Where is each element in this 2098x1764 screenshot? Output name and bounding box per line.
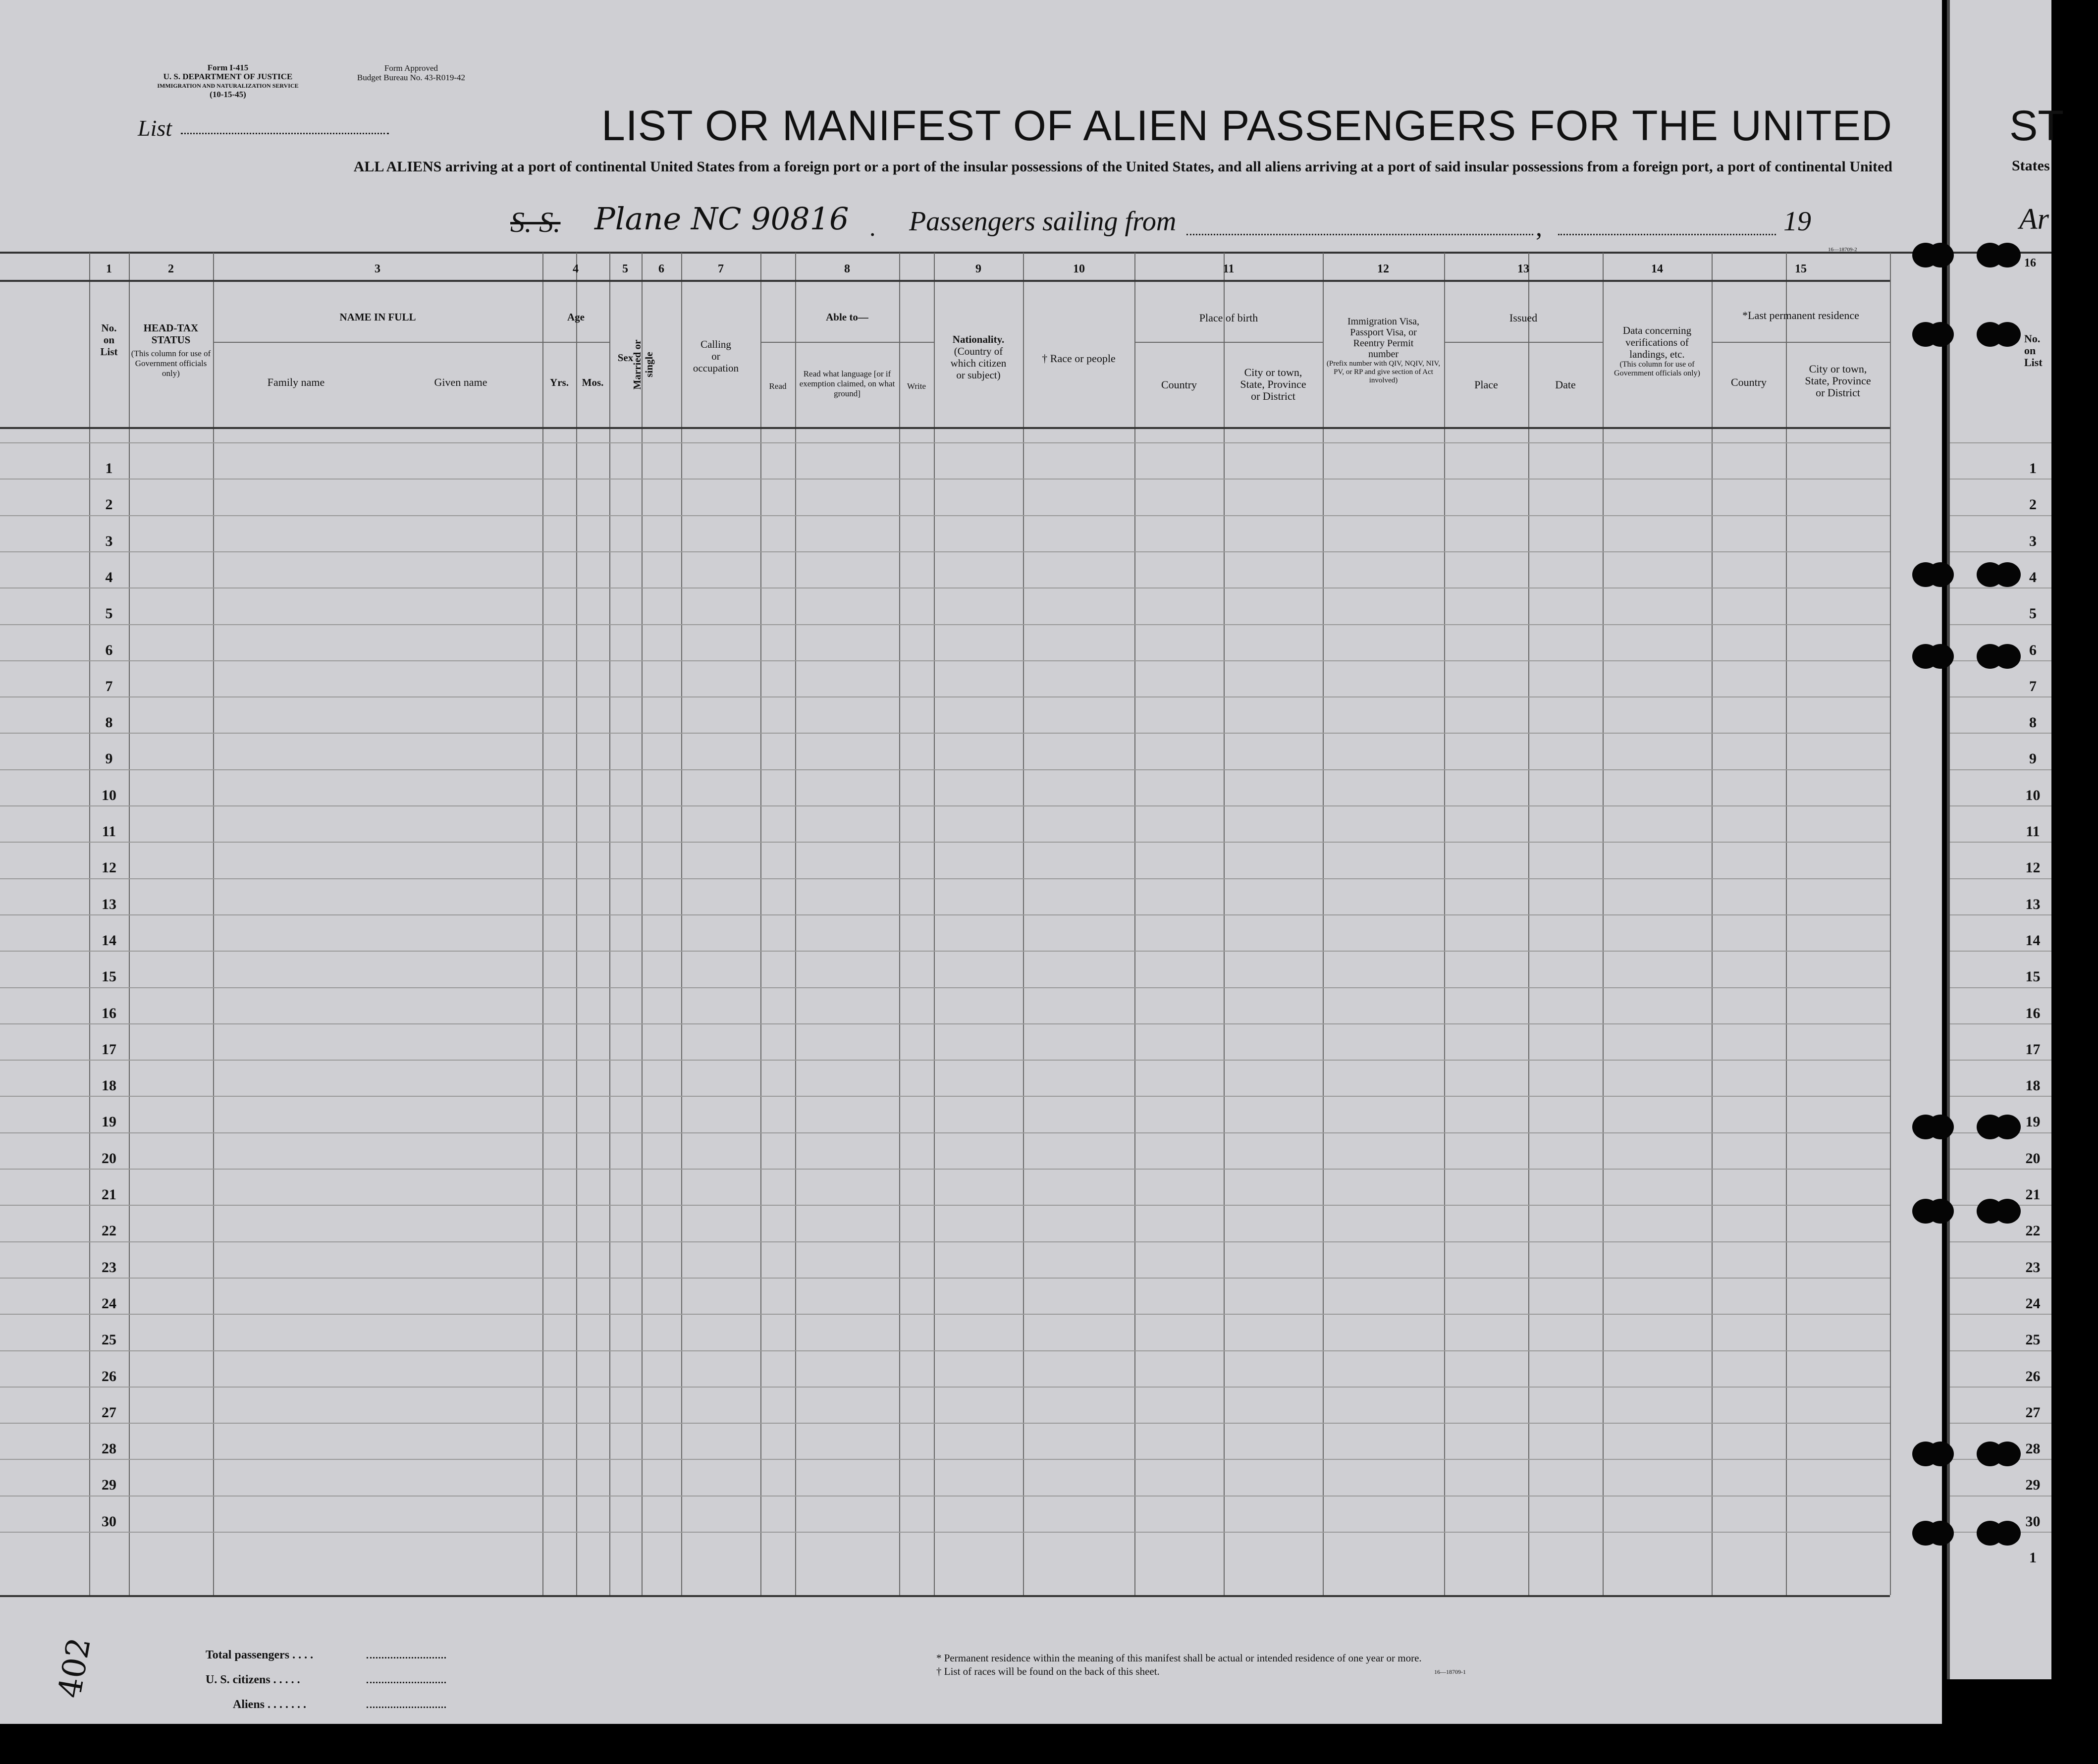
row-number: 24 — [102, 1295, 116, 1312]
strip-row-divider — [1950, 696, 2051, 697]
header-family-name: Family name — [267, 376, 325, 388]
row-number: 22 — [102, 1223, 116, 1239]
row-divider — [0, 951, 1890, 952]
header-birth-city: City or town, State, Province or District — [1240, 366, 1306, 402]
header-residence-city: City or town, State, Province or District — [1805, 363, 1871, 399]
list-field[interactable] — [181, 133, 389, 134]
strip-row-number: 17 — [2025, 1041, 2041, 1058]
form-approved-label: Form Approved — [384, 63, 438, 73]
row-number: 20 — [102, 1150, 116, 1167]
row-divider — [0, 1205, 1890, 1206]
us-citizens-field[interactable] — [367, 1682, 446, 1683]
row-divider — [0, 696, 1890, 697]
strip-row-number: 7 — [2029, 678, 2037, 695]
column-number: 1 — [106, 263, 112, 275]
form-date: (10-15-45) — [210, 90, 246, 99]
column-divider — [1444, 253, 1445, 1595]
strip-row-number: 6 — [2029, 641, 2037, 658]
strip-row-divider — [1950, 733, 2051, 734]
subheader-divider — [1134, 342, 1323, 343]
column-divider — [1890, 253, 1891, 1595]
column-divider — [899, 253, 900, 1595]
row-divider — [0, 515, 1890, 516]
row-divider — [0, 479, 1890, 480]
binder-hole — [1994, 322, 2021, 347]
header-head-tax-status: HEAD-TAX STATUS (This column for use of Government officials only) — [131, 322, 211, 378]
strip-row-number: 10 — [2025, 787, 2041, 803]
row-number: 11 — [102, 823, 116, 840]
column-divider — [1224, 253, 1225, 1595]
row-divider — [0, 733, 1890, 734]
year-prefix: 19 — [1783, 206, 1811, 237]
row-number: 1 — [105, 460, 113, 477]
row-number: 27 — [102, 1404, 116, 1421]
header-write: Write — [907, 381, 926, 391]
binder-hole — [1927, 562, 1954, 587]
column-divider — [760, 253, 761, 1595]
strip-arrival-fragment: Ar — [2019, 203, 2049, 235]
column-number: 12 — [1377, 263, 1389, 275]
aliens-label: Aliens . . . . . . . — [233, 1698, 307, 1711]
document-subtitle: ALL ALIENS arriving at a port of continental United States from a foreign port or a port of the insular possessions of the United States, and all aliens arriving at a port of said insular possessions from a foreign port, a port of continental United — [353, 159, 1892, 175]
sailing-from-label: Passengers sailing from — [909, 206, 1177, 237]
strip-row-number: 28 — [2025, 1441, 2041, 1457]
strip-row-number: 16 — [2025, 1005, 2041, 1021]
strip-row-divider — [1950, 515, 2051, 516]
column-number: 9 — [975, 263, 981, 275]
column-divider — [1712, 253, 1713, 1595]
header-read: Read — [769, 381, 787, 391]
strip-row-number: 2 — [2029, 496, 2037, 513]
row-number: 19 — [102, 1114, 116, 1130]
header-age-months: Mos. — [582, 376, 604, 388]
row-divider — [0, 551, 1890, 552]
strip-column-number: 16 — [2024, 257, 2036, 269]
strip-row-divider — [1950, 1350, 2051, 1351]
header-residence-country: Country — [1730, 376, 1767, 388]
header-able-to: Able to— — [826, 311, 868, 323]
us-citizens-label: U. S. citizens . . . . . — [206, 1673, 300, 1686]
column-number: 2 — [168, 263, 174, 275]
header-issued-place: Place — [1474, 378, 1498, 391]
binder-hole — [1927, 1115, 1954, 1139]
subheader-divider — [1444, 342, 1603, 343]
strip-row-divider — [1950, 1314, 2051, 1315]
strip-row-number: 13 — [2025, 896, 2041, 912]
row-number: 7 — [105, 678, 113, 695]
row-number: 23 — [102, 1259, 116, 1276]
strip-subtitle-fragment: States — [2012, 158, 2050, 174]
header-sex: Sex — [617, 352, 634, 364]
strip-row-number: 26 — [2025, 1368, 2041, 1385]
header-issued: Issued — [1509, 312, 1538, 324]
strip-row-number: 30 — [2025, 1513, 2041, 1530]
subheader-divider — [542, 342, 609, 343]
row-divider — [0, 1060, 1890, 1061]
row-number: 17 — [102, 1041, 116, 1058]
row-number: 14 — [102, 932, 116, 949]
comma: , — [1536, 214, 1542, 242]
row-number: 3 — [105, 533, 113, 549]
row-divider — [0, 1459, 1890, 1460]
header-given-name: Given name — [434, 376, 487, 388]
column-divider — [576, 253, 577, 1595]
header-nationality: Nationality. (Country of which citizen or subject) — [950, 333, 1007, 381]
header-birth-country: Country — [1161, 378, 1197, 391]
department-name: U. S. DEPARTMENT OF JUSTICE — [163, 72, 293, 81]
column-number: 4 — [573, 263, 579, 275]
binder-hole — [1994, 1199, 2021, 1224]
row-divider — [0, 1023, 1890, 1024]
service-name: IMMIGRATION AND NATURALIZATION SERVICE — [157, 82, 299, 89]
column-divider — [89, 253, 90, 1595]
column-number: 11 — [1223, 263, 1235, 275]
header-place-of-birth: Place of birth — [1199, 312, 1258, 324]
strip-row-number: 21 — [2025, 1186, 2041, 1203]
column-divider — [795, 253, 796, 1595]
sailing-from-field[interactable] — [1186, 234, 1533, 235]
row-number: 2 — [105, 496, 113, 513]
column-divider — [542, 253, 543, 1595]
strip-row-divider — [1950, 914, 2051, 915]
row-divider — [0, 878, 1890, 879]
strip-row-number: 27 — [2025, 1404, 2041, 1421]
strip-row-divider — [1950, 1278, 2051, 1279]
strip-row-divider — [1950, 951, 2051, 952]
row-divider — [0, 914, 1890, 915]
binder-hole — [1927, 1521, 1954, 1546]
row-divider — [0, 769, 1890, 770]
binder-hole — [1994, 1115, 2021, 1139]
strip-row-number: 20 — [2025, 1150, 2041, 1167]
strip-row-number: 19 — [2025, 1114, 2041, 1130]
strip-row-divider — [1950, 805, 2051, 806]
row-divider — [0, 1387, 1890, 1388]
header-race-or-people: † Race or people — [1042, 352, 1116, 365]
row-number: 30 — [102, 1513, 116, 1530]
strip-row-divider — [1950, 987, 2051, 988]
total-passengers-label: Total passengers . . . . — [206, 1649, 314, 1661]
column-divider — [609, 253, 610, 1595]
row-number: 10 — [102, 787, 116, 803]
header-married-or-single: Married or single — [631, 339, 655, 390]
strip-row-divider — [1950, 1096, 2051, 1097]
header-last-residence: *Last permanent residence — [1742, 309, 1859, 321]
column-number: 5 — [622, 263, 628, 275]
print-code: 16—18709-2 — [1828, 247, 1857, 253]
row-number: 25 — [102, 1332, 116, 1348]
row-divider — [0, 1278, 1890, 1279]
column-divider — [129, 253, 130, 1595]
sailing-date-field[interactable] — [1558, 234, 1776, 235]
row-number: 13 — [102, 896, 116, 912]
strip-row-number: 22 — [2025, 1223, 2041, 1239]
strip-row-number: 12 — [2025, 859, 2041, 876]
column-divider — [1528, 253, 1529, 1595]
header-age-years: Yrs. — [550, 376, 569, 388]
strip-row-divider — [1950, 624, 2051, 625]
row-number: 26 — [102, 1368, 116, 1385]
form-identifier — [124, 63, 332, 99]
column-number: 14 — [1651, 263, 1663, 275]
column-divider — [681, 253, 682, 1595]
row-number: 18 — [102, 1077, 116, 1094]
binder-hole — [1994, 1442, 2021, 1466]
header-age: Age — [567, 311, 585, 323]
header-read-language: Read what language [or if exemption claimed, on what ground] — [799, 369, 895, 398]
strip-row-divider — [1950, 1241, 2051, 1242]
strip-row-divider — [1950, 1387, 2051, 1388]
strip-title-fragment: ST — [2009, 102, 2064, 150]
subheader-divider — [213, 342, 542, 343]
strip-row-number: 18 — [2025, 1077, 2041, 1094]
vessel-period: . — [869, 214, 876, 241]
strip-row-divider — [1950, 1169, 2051, 1170]
column-divider — [1023, 253, 1024, 1595]
column-divider — [1603, 253, 1604, 1595]
binder-hole — [1927, 243, 1954, 267]
ship-prefix: S. S. — [510, 206, 561, 238]
binder-hole — [1994, 1521, 2021, 1546]
column-number: 3 — [375, 263, 380, 275]
strip-row-divider — [1950, 442, 2051, 443]
strip-row-divider — [1950, 551, 2051, 552]
row-number: 28 — [102, 1441, 116, 1457]
column-number: 15 — [1795, 263, 1807, 275]
strip-row-number: 29 — [2025, 1477, 2041, 1494]
column-number: 6 — [658, 263, 664, 275]
row-divider — [0, 1132, 1890, 1133]
print-code-footer: 16—18709-1 — [1434, 1668, 1466, 1675]
strip-row-number: 5 — [2029, 605, 2037, 622]
header-data-concerning: Data concerning verifications of landings, etc. (This column for use of Government officials only) — [1614, 324, 1700, 377]
row-number: 29 — [102, 1477, 116, 1494]
column-number: 7 — [718, 263, 724, 275]
vessel-handwritten: Plane NC 90816 — [594, 201, 849, 237]
document-title: LIST OR MANIFEST OF ALIEN PASSENGERS FOR THE UNITED — [601, 102, 1892, 150]
row-number: 6 — [105, 641, 113, 658]
table-top-border — [0, 252, 1942, 254]
binder-hole — [1927, 644, 1954, 669]
strip-row-number: 1 — [2029, 1550, 2037, 1566]
row-divider — [0, 1350, 1890, 1351]
column-divider — [213, 253, 214, 1595]
table-bottom-border — [0, 1595, 1890, 1597]
column-divider — [642, 253, 643, 1595]
strip-row-number: 9 — [2029, 750, 2037, 767]
subheader-divider — [760, 342, 934, 343]
header-name-in-full: NAME IN FULL — [339, 311, 416, 323]
strip-row-divider — [1950, 1060, 2051, 1061]
strip-row-number: 4 — [2029, 569, 2037, 586]
column-number: 10 — [1073, 263, 1085, 275]
strip-row-divider — [1950, 1496, 2051, 1497]
binder-hole — [1927, 1199, 1954, 1224]
strip-row-number: 11 — [2026, 823, 2040, 840]
row-divider — [0, 660, 1890, 661]
row-divider — [0, 1423, 1890, 1424]
form-approval — [337, 63, 485, 82]
footnote-permanent-residence: * Permanent residence within the meaning of this manifest shall be actual or intended residence of one year or more. — [936, 1652, 1422, 1664]
strip-row-number: 23 — [2025, 1259, 2041, 1276]
strip-row-divider — [1950, 1023, 2051, 1024]
handwritten-page-number: 402 — [52, 1635, 99, 1701]
strip-header: No. on List — [2024, 332, 2043, 369]
strip-row-divider — [1950, 479, 2051, 480]
row-divider — [0, 842, 1890, 843]
form-number: Form I-415 — [207, 63, 249, 72]
strip-row-number: 24 — [2025, 1295, 2041, 1312]
row-number: 8 — [105, 714, 113, 731]
strip-row-number: 8 — [2029, 714, 2037, 731]
column-number-divider — [0, 280, 1890, 282]
row-number: 16 — [102, 1005, 116, 1021]
row-number: 9 — [105, 750, 113, 767]
strip-row-number: 15 — [2025, 968, 2041, 985]
strip-row-divider — [1950, 1423, 2051, 1424]
header-calling-occupation: Calling or occupation — [693, 338, 739, 374]
row-number: 4 — [105, 569, 113, 586]
row-number: 15 — [102, 968, 116, 985]
strip-row-divider — [1950, 769, 2051, 770]
row-number: 21 — [102, 1186, 116, 1203]
strip-row-divider — [1950, 842, 2051, 843]
binder-hole — [1927, 1442, 1954, 1466]
column-divider — [934, 253, 935, 1595]
row-divider — [0, 1096, 1890, 1097]
strip-row-number: 14 — [2025, 932, 2041, 949]
binder-hole — [1994, 562, 2021, 587]
row-divider — [0, 1532, 1890, 1533]
row-number: 12 — [102, 859, 116, 876]
row-divider — [0, 624, 1890, 625]
strip-row-number: 25 — [2025, 1332, 2041, 1348]
column-number: 13 — [1517, 263, 1529, 275]
list-label: List — [138, 115, 172, 141]
subheader-divider — [1712, 342, 1890, 343]
column-divider — [1786, 253, 1787, 1595]
strip-row-number: 1 — [2029, 460, 2037, 477]
header-no-on-list: No. on List — [100, 322, 118, 358]
row-divider — [0, 1241, 1890, 1242]
row-divider — [0, 805, 1890, 806]
budget-bureau-number: Budget Bureau No. 43-R019-42 — [357, 73, 466, 82]
total-passengers-field[interactable] — [367, 1657, 446, 1658]
column-divider — [1323, 253, 1324, 1595]
binder-hole — [1994, 243, 2021, 267]
binder-hole — [1994, 644, 2021, 669]
header-immigration-visa: Immigration Visa, Passport Visa, or Reentry Permit number (Prefix number with QIV, NQIV, NIV, PV, or RP and give section of Act involved) — [1326, 316, 1441, 384]
strip-row-divider — [1950, 878, 2051, 879]
strip-row-number: 3 — [2029, 533, 2037, 549]
binder-hole — [1927, 322, 1954, 347]
row-divider — [0, 1496, 1890, 1497]
row-divider — [0, 987, 1890, 988]
footnote-list-of-races: † List of races will be found on the back of this sheet. — [936, 1665, 1160, 1677]
row-number: 5 — [105, 605, 113, 622]
row-divider — [0, 1169, 1890, 1170]
aliens-field[interactable] — [367, 1707, 446, 1708]
column-number: 8 — [844, 263, 850, 275]
header-issued-date: Date — [1555, 378, 1576, 391]
row-divider — [0, 1314, 1890, 1315]
column-divider — [1134, 253, 1135, 1595]
header-bottom-divider — [0, 427, 1890, 429]
row-divider — [0, 442, 1890, 443]
